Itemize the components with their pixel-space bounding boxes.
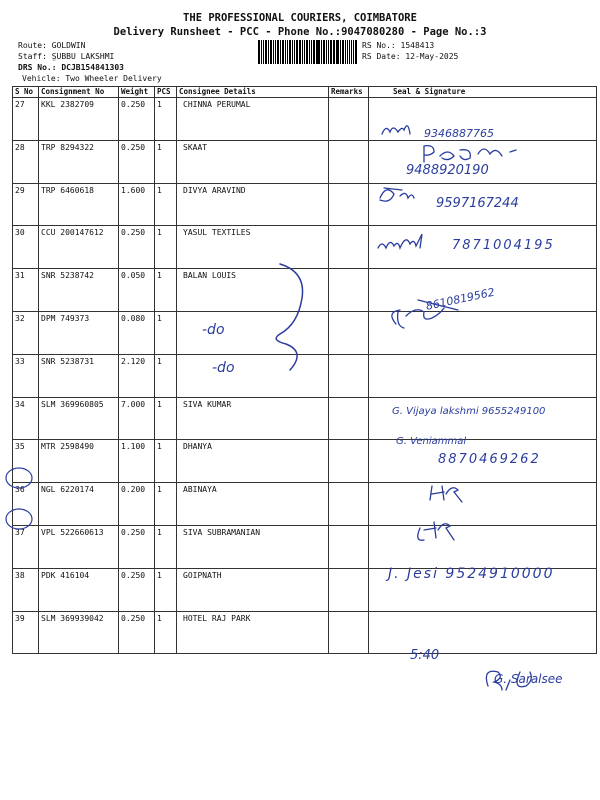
cell-pcs: 1 bbox=[155, 269, 177, 312]
barcode-bar bbox=[277, 40, 279, 64]
cell-consignment-no: SLM 369960805 bbox=[39, 397, 119, 440]
table-row bbox=[13, 98, 597, 141]
col-consignment-header: Consignment No bbox=[39, 87, 119, 98]
cell-consignment-no: MTR 2598490 bbox=[39, 440, 119, 483]
barcode-bar bbox=[334, 40, 335, 64]
hw-phone-28: 9488920190 bbox=[406, 163, 489, 178]
company-title: THE PROFESSIONAL COURIERS, COIMBATORE bbox=[183, 12, 417, 24]
cell-consignee: SIVA SUBRAMANIAN bbox=[177, 525, 329, 568]
cell-remarks bbox=[329, 354, 369, 397]
table-row bbox=[13, 611, 597, 654]
hw-sign-34: G. Vijaya lakshmi 9655249100 bbox=[392, 406, 546, 417]
cell-pcs: 1 bbox=[155, 140, 177, 183]
cell-consignee: CHINNA PERUMAL bbox=[177, 98, 329, 141]
cell-consignee: DHANYA bbox=[177, 440, 329, 483]
cell-sno: 28 bbox=[13, 140, 39, 183]
cell-consignee bbox=[177, 311, 329, 354]
table-row bbox=[13, 354, 597, 397]
barcode-bar bbox=[355, 40, 357, 64]
cell-weight: 7.000 bbox=[119, 397, 155, 440]
cell-weight: 0.250 bbox=[119, 611, 155, 654]
cell-pcs: 1 bbox=[155, 397, 177, 440]
cell-consignee: SIVA KUMAR bbox=[177, 397, 329, 440]
cell-remarks bbox=[329, 483, 369, 526]
drs-label: DRS No.: DCJB154841303 bbox=[18, 63, 124, 72]
barcode-bar bbox=[268, 40, 269, 64]
hw-name-35: G. Veniammal bbox=[396, 436, 467, 447]
cell-consignee: DIVYA ARAVIND bbox=[177, 183, 329, 226]
barcode-bar bbox=[309, 40, 310, 64]
hw-phone-30: 7871004195 bbox=[452, 238, 555, 253]
vehicle-label: Vehicle: Two Wheeler Delivery bbox=[22, 74, 162, 83]
cell-remarks bbox=[329, 226, 369, 269]
cell-remarks bbox=[329, 269, 369, 312]
cell-consignment-no: NGL 6220174 bbox=[39, 483, 119, 526]
barcode-bar bbox=[311, 40, 312, 64]
cell-signature bbox=[369, 525, 597, 568]
cell-sno: 36 bbox=[13, 483, 39, 526]
cell-weight: 1.100 bbox=[119, 440, 155, 483]
barcode-bar bbox=[275, 40, 276, 64]
col-signature-header: Seal & Signature bbox=[369, 87, 597, 98]
cell-remarks bbox=[329, 183, 369, 226]
col-pcs-header: PCS bbox=[155, 87, 177, 98]
cell-weight: 0.250 bbox=[119, 568, 155, 611]
cell-signature bbox=[369, 311, 597, 354]
table-row bbox=[13, 525, 597, 568]
cell-consignment-no: SNR 5238742 bbox=[39, 269, 119, 312]
cell-remarks bbox=[329, 525, 369, 568]
barcode-bar bbox=[342, 40, 344, 64]
cell-pcs: 1 bbox=[155, 568, 177, 611]
cell-consignment-no: TRP 8294322 bbox=[39, 140, 119, 183]
cell-consignee: HOTEL RAJ PARK bbox=[177, 611, 329, 654]
barcode-bar bbox=[294, 40, 295, 64]
cell-remarks bbox=[329, 140, 369, 183]
cell-pcs: 1 bbox=[155, 483, 177, 526]
cell-sno: 27 bbox=[13, 98, 39, 141]
cell-pcs: 1 bbox=[155, 440, 177, 483]
cell-remarks bbox=[329, 397, 369, 440]
route-label: Route: GOLDWIN bbox=[18, 41, 86, 50]
cell-weight: 0.250 bbox=[119, 525, 155, 568]
hw-time: 5:40 bbox=[410, 648, 440, 663]
cell-pcs: 1 bbox=[155, 226, 177, 269]
cell-consignee: SKAAT bbox=[177, 140, 329, 183]
cell-consignment-no: SLM 369939042 bbox=[39, 611, 119, 654]
cell-weight: 0.200 bbox=[119, 483, 155, 526]
hw-phone-32: 8610819562 bbox=[424, 285, 496, 313]
hw-ditto-32: -do bbox=[202, 322, 225, 338]
col-weight-header: Weight bbox=[119, 87, 155, 98]
hw-phone-27: 9346887765 bbox=[424, 127, 494, 140]
cell-sno: 35 bbox=[13, 440, 39, 483]
barcode-bar bbox=[333, 40, 334, 64]
barcode-bar bbox=[292, 40, 293, 64]
barcode-bar bbox=[261, 40, 262, 64]
cell-pcs: 1 bbox=[155, 183, 177, 226]
cell-sno: 34 bbox=[13, 397, 39, 440]
barcode-bar bbox=[306, 40, 308, 64]
cell-signature bbox=[369, 397, 597, 440]
cell-remarks bbox=[329, 568, 369, 611]
cell-consignment-no: KKL 2382709 bbox=[39, 98, 119, 141]
cell-consignment-no: DPM 749373 bbox=[39, 311, 119, 354]
barcode-bar bbox=[273, 40, 274, 64]
cell-weight: 0.080 bbox=[119, 311, 155, 354]
cell-sno: 38 bbox=[13, 568, 39, 611]
barcode-bar bbox=[304, 40, 305, 64]
barcode-bar bbox=[302, 40, 303, 64]
barcode-bar bbox=[330, 40, 332, 64]
barcode-bar bbox=[285, 40, 286, 64]
cell-consignment-no: PDK 416104 bbox=[39, 568, 119, 611]
barcode-bar bbox=[336, 40, 339, 64]
barcode-bar bbox=[323, 40, 325, 64]
table-header-row bbox=[13, 87, 597, 98]
table-row bbox=[13, 311, 597, 354]
barcode-bar bbox=[265, 40, 268, 64]
cell-consignee: ABINAYA bbox=[177, 483, 329, 526]
barcode-bar bbox=[349, 40, 351, 64]
table-row bbox=[13, 483, 597, 526]
hw-ditto-33: -do bbox=[212, 360, 235, 376]
barcode-bar bbox=[351, 40, 352, 64]
barcode-bar bbox=[313, 40, 315, 64]
table-row bbox=[13, 397, 597, 440]
barcode-bar bbox=[316, 40, 317, 64]
cell-consignment-no: TRP 6460618 bbox=[39, 183, 119, 226]
staff-label: Staff: ̤SUBBU LAKSHMI bbox=[18, 52, 115, 61]
runsheet-subtitle: Delivery Runsheet - PCC - Phone No.:9047080280 - Page No.:3 bbox=[113, 26, 487, 38]
cell-signature bbox=[369, 483, 597, 526]
barcode-bar bbox=[326, 40, 327, 64]
cell-sno: 31 bbox=[13, 269, 39, 312]
cell-remarks bbox=[329, 611, 369, 654]
barcode-bar bbox=[353, 40, 354, 64]
rs-no-label: RS No.: 1548413 bbox=[362, 41, 435, 50]
barcode-bar bbox=[328, 40, 329, 64]
barcode-bar bbox=[299, 40, 302, 64]
barcode-bar bbox=[287, 40, 288, 64]
cell-consignment-no: CCU 200147612 bbox=[39, 226, 119, 269]
col-consignee-header: Consignee Details bbox=[177, 87, 329, 98]
cell-weight: 2.120 bbox=[119, 354, 155, 397]
cell-weight: 0.250 bbox=[119, 98, 155, 141]
barcode-bar bbox=[282, 40, 285, 64]
hw-footer-sign: G. Saralsee bbox=[494, 672, 563, 686]
cell-sno: 33 bbox=[13, 354, 39, 397]
cell-pcs: 1 bbox=[155, 311, 177, 354]
barcode-bar bbox=[321, 40, 322, 64]
barcode-image bbox=[258, 40, 358, 64]
cell-pcs: 1 bbox=[155, 98, 177, 141]
barcode-bar bbox=[347, 40, 348, 64]
col-sno-header: S No bbox=[13, 87, 39, 98]
cell-sno: 30 bbox=[13, 226, 39, 269]
cell-consignment-no: VPL 522660613 bbox=[39, 525, 119, 568]
cell-remarks bbox=[329, 311, 369, 354]
hw-sign-38: J. Jesi 9524910000 bbox=[388, 566, 555, 582]
cell-weight: 0.050 bbox=[119, 269, 155, 312]
col-remarks-header: Remarks bbox=[329, 87, 369, 98]
barcode-bar bbox=[270, 40, 272, 64]
cell-weight: 1.600 bbox=[119, 183, 155, 226]
barcode-bar bbox=[296, 40, 298, 64]
cell-consignee bbox=[177, 354, 329, 397]
cell-sno: 29 bbox=[13, 183, 39, 226]
cell-weight: 0.250 bbox=[119, 140, 155, 183]
cell-pcs: 1 bbox=[155, 525, 177, 568]
table-row bbox=[13, 140, 597, 183]
cell-remarks bbox=[329, 440, 369, 483]
barcode-bar bbox=[258, 40, 260, 64]
rs-date-label: RS Date: 12-May-2025 bbox=[362, 52, 459, 61]
cell-remarks bbox=[329, 98, 369, 141]
barcode-bar bbox=[280, 40, 281, 64]
barcode-bar bbox=[340, 40, 341, 64]
barcode-bar bbox=[317, 40, 320, 64]
cell-sno: 37 bbox=[13, 525, 39, 568]
cell-sno: 32 bbox=[13, 311, 39, 354]
cell-consignee: GOIPNATH bbox=[177, 568, 329, 611]
cell-consignee: YASUL TEXTILES bbox=[177, 226, 329, 269]
cell-weight: 0.250 bbox=[119, 226, 155, 269]
barcode-bar bbox=[289, 40, 291, 64]
cell-sno: 39 bbox=[13, 611, 39, 654]
hw-phone-35: 8870469262 bbox=[438, 452, 541, 467]
table-row bbox=[13, 269, 597, 312]
hw-phone-29: 9597167244 bbox=[436, 196, 519, 211]
cell-consignee: BALAN LOUIS bbox=[177, 269, 329, 312]
cell-pcs: 1 bbox=[155, 354, 177, 397]
barcode-bar bbox=[345, 40, 346, 64]
cell-consignment-no: SNR 5238731 bbox=[39, 354, 119, 397]
cell-pcs: 1 bbox=[155, 611, 177, 654]
barcode-bar bbox=[263, 40, 264, 64]
cell-signature bbox=[369, 611, 597, 654]
cell-signature bbox=[369, 354, 597, 397]
